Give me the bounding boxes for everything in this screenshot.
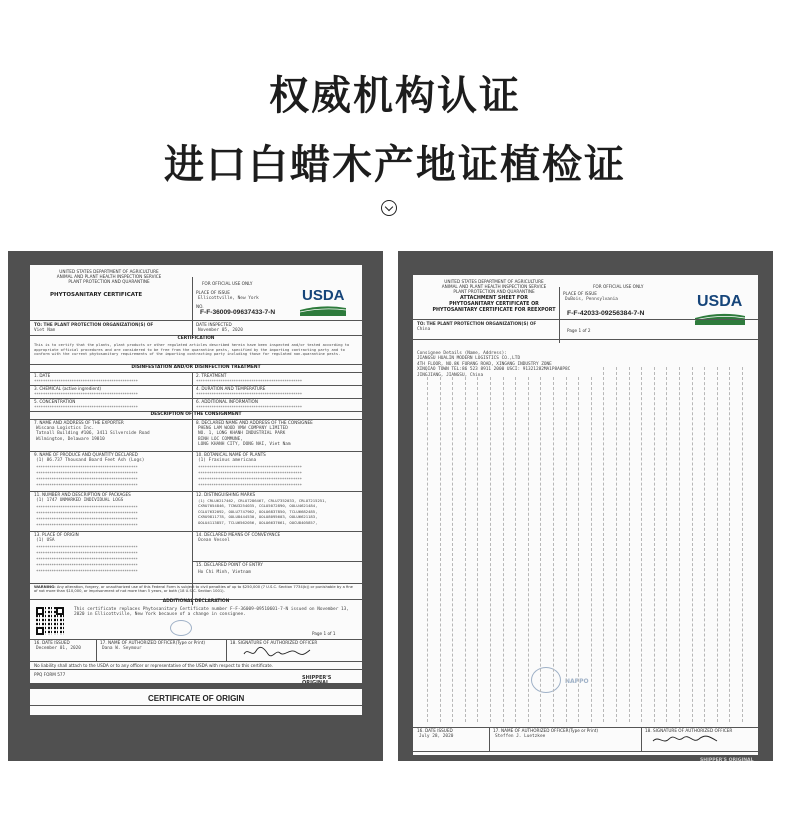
marks-line: CXRU7054846, TCNU3254035, CGLU5072890, OOLU4621484,	[198, 503, 318, 509]
filler: ************************************************	[196, 405, 302, 410]
filler-column	[578, 377, 579, 722]
divider	[489, 727, 490, 751]
official-use-label: FOR OFFICIAL USE ONLY	[593, 284, 644, 289]
date-inspected-value: November 05, 2020	[198, 328, 243, 333]
consignee-line: Consignee Details (Name, Address):	[417, 351, 507, 356]
filler-column	[540, 377, 541, 722]
filler-column	[528, 377, 529, 722]
right-certificate-frame	[398, 251, 773, 761]
filler-column	[591, 377, 592, 722]
divider	[559, 287, 560, 343]
usda-logo: USDA	[697, 293, 743, 310]
usda-swoosh-icon	[300, 304, 346, 316]
filler-column	[440, 377, 441, 722]
consignee-line: BINH LOC COMMUNE,	[198, 436, 243, 442]
field-auth-signature: 18. SIGNATURE OF AUTHORIZED OFFICER	[230, 640, 318, 645]
consignee-line: LONG KHANH CITY, DONG NAI, Viet Nam	[198, 442, 291, 448]
qr-corner	[36, 607, 44, 615]
filler: ************************************************	[196, 379, 302, 384]
marks-line: CXRU9811778, OOLU8444530, OOLU8095603, OOLU6621183,	[198, 514, 318, 520]
field-entry: 15. DECLARED POINT OF ENTRY	[196, 562, 263, 567]
left-certificate-frame	[8, 251, 383, 761]
consignee-line: JIANGSU HUALIN MODERN LOGISTICS CO.,LTD	[417, 356, 521, 362]
filler: ********************************************** ********************************************** ********************************************** **********************************************	[36, 505, 138, 528]
warning-block	[32, 584, 358, 595]
exporter-address	[34, 425, 152, 443]
nappo-watermark: NAPPO	[565, 678, 589, 685]
agency-line: PLANT PROTECTION AND QUARANTINE	[68, 279, 150, 284]
consignee-line: PHENG LAM WOOD VMW COMPANY LIMITED	[198, 426, 288, 431]
consignee-line: JINGJIANG, JIANGSU, China	[417, 372, 484, 378]
warning-text: Any alteration, forgery, or unauthorized use of this Federal Form is subject to civil penalties of up to $250,000 (7 U.S.C. Section 7734(b)) or punishable by a fine of not more than $10,000, or imprisonment of not more than 5 years, or both (18 U.S.C. Section 1001).	[34, 585, 353, 594]
place-of-issue-label: PLACE OF ISSUE	[563, 291, 597, 296]
consignee-details	[415, 350, 572, 379]
filler-column	[553, 377, 554, 722]
exporter-line: Wiscana Logistics Inc.	[36, 426, 95, 431]
officer-signature-icon	[242, 646, 312, 658]
botanical-value: (1) Fraxinus americana	[198, 458, 257, 463]
exporter-line: Wilmington, Delaware 19810	[36, 436, 105, 442]
conveyance-value: Ocean Vessel	[198, 538, 230, 543]
page-indicator: Page 1 of 2	[567, 328, 591, 333]
field-consignee: 8. DECLARED NAME AND ADDRESS OF THE CONSIGNEE	[196, 420, 313, 425]
form-id: PPQ FORM 577	[34, 672, 66, 677]
to-value: China	[417, 327, 431, 332]
field-treatment: 2. TREATMENT	[196, 373, 227, 378]
field-name-produce: 9. NAME OF PRODUCE AND QUANTITY DECLARED	[34, 452, 138, 457]
field-auth-signature: 18. SIGNATURE OF AUTHORIZED OFFICER	[645, 728, 733, 733]
filler-column	[515, 377, 516, 722]
to-value: Viet Nam	[34, 328, 56, 333]
filler-column	[692, 367, 693, 722]
agency-line: UNITED STATES DEPARTMENT OF AGRICULTURE	[444, 279, 544, 284]
auth-name-value: Steffen J. Luetzkee	[495, 734, 546, 739]
field-origin: 13. PLACE OF ORIGIN	[34, 532, 79, 537]
shippers-original: SHIPPER'S	[302, 675, 332, 681]
qr-code-icon	[36, 607, 64, 635]
page-header	[0, 0, 790, 255]
chevron-down-icon[interactable]	[381, 200, 397, 216]
document-title: PHYTOSANITARY CERTIFICATE	[50, 292, 143, 298]
official-use-label: FOR OFFICIAL USE ONLY	[202, 281, 253, 286]
field-marks: 12. DISTINGUISHING MARKS	[196, 492, 256, 497]
auth-name-value: Dana W. Seymour	[102, 646, 142, 651]
filler-column	[742, 367, 743, 722]
origin-value: (1) USA	[36, 538, 55, 543]
filler-column	[490, 377, 491, 722]
filler-column	[477, 377, 478, 722]
filler-column	[503, 377, 504, 722]
field-concentration: 5. CONCENTRATION	[34, 399, 76, 404]
filler: *********************************************** *********************************************** *********************************************** ***********************************************	[198, 465, 302, 488]
filler-column	[629, 367, 630, 722]
to-label: TO: THE PLANT PROTECTION ORGANIZATION(S) OF	[417, 321, 537, 326]
certificate-number: F-F-36009-09637433-7-N	[200, 309, 276, 316]
date-issued-value: December 01, 2020	[36, 646, 81, 651]
qr-corner	[36, 627, 44, 635]
title-line: PHYTOSANITARY CERTIFICATE FOR REEXPORT	[432, 308, 556, 313]
date-inspected-label: DATE INSPECTED	[196, 322, 232, 327]
attachment-sheet	[413, 275, 758, 755]
entry-value: Ho Chi Minh, Vietnam	[198, 570, 251, 575]
filler-column	[666, 367, 667, 722]
consignee-line: NO. 1, LONG KHANH INDUSTRIAL PARK	[198, 431, 286, 437]
divider	[30, 705, 362, 706]
filler-column	[729, 367, 730, 722]
place-of-issue-value: DuBois, Pennsylvania	[565, 297, 618, 302]
filler-column	[704, 367, 705, 722]
divider	[641, 727, 642, 751]
field-exporter: 7. NAME AND ADDRESS OF THE EXPORTER	[34, 420, 124, 425]
place-of-issue-value: Ellicottville, New York	[198, 296, 259, 301]
consignee-line: XINQIAO TOWN TEL:86 523 8911 2000 USCI: 91321282MA1P8A8P8C	[417, 367, 571, 373]
agency-line: PLANT PROTECTION AND QUARANTINE	[453, 289, 535, 294]
officer-signature-icon	[651, 734, 721, 746]
nappo-watermark-icon	[531, 667, 561, 693]
field-auth-name: 17. NAME OF AUTHORIZED OFFICER(Type or Print)	[100, 640, 206, 645]
filler-column	[679, 367, 680, 722]
certificate-number: F-F-42033-09256384-7-N	[567, 310, 645, 317]
warning-label: WARNING:	[34, 585, 56, 589]
field-conveyance: 14. DECLARED MEANS OF CONVEYANCE	[196, 532, 281, 537]
field-additional: 6. ADDITIONAL INFORMATION	[196, 399, 258, 404]
usda-logo: USDA	[302, 287, 345, 304]
page-subtitle: 进口白蜡木产地证植检证	[164, 142, 626, 188]
to-label: TO: THE PLANT PROTECTION ORGANIZATION(S) OF	[34, 322, 154, 327]
title-line: ATTACHMENT SHEET FOR	[460, 296, 528, 301]
date-issued-value: July 28, 2020	[419, 734, 454, 739]
filler: ************************************************	[196, 392, 302, 397]
page-indicator: Page 1 of 1	[312, 631, 336, 636]
consignee-line: 4TH FLOOR, NO.8K FURANG ROAD, XINGANG INDUSTRY ZONE	[417, 361, 552, 367]
field-date-issued: 16. DATE ISSUED	[417, 728, 453, 733]
agency-line: ANIMAL AND PLANT HEALTH INSPECTION SERVICE	[441, 284, 547, 289]
filler: ***********************************************	[34, 405, 138, 410]
agency-block	[419, 278, 569, 295]
additional-declaration-text: This certificate replaces Phytosanitary Certificate number F-F-36009-09510601-7-N issued on November 13, 2020 in Ellicottville, New York because of a change in consignee.	[74, 607, 349, 618]
filler-column	[465, 377, 466, 722]
divider	[413, 339, 758, 340]
consignment-title: DESCRIPTION OF THE CONSIGNMENT	[150, 412, 242, 417]
nappo-watermark-icon	[170, 620, 192, 636]
field-date-issued: 16. DATE ISSUED	[34, 640, 70, 645]
agency-line: UNITED STATES DEPARTMENT OF AGRICULTURE	[59, 269, 159, 274]
field-chemical: 3. CHEMICAL (active ingredient)	[34, 386, 102, 391]
agency-line: ANIMAL AND PLANT HEALTH INSPECTION SERVICE	[56, 274, 162, 279]
page-title: 权威机构认证	[269, 73, 521, 119]
page-separator	[30, 683, 362, 689]
title-line: PHYTOSANITARY CERTIFICATE OR	[449, 302, 539, 307]
exporter-line: Tatnall Building #106, 3411 Silverside Road	[36, 431, 150, 437]
shippers-original: SHIPPER'S ORIGINAL	[700, 758, 754, 763]
number-label: NO.	[196, 304, 204, 309]
field-packages: 11. NUMBER AND DESCRIPTION OF PACKAGES	[34, 492, 131, 497]
filler-column	[566, 377, 567, 722]
marks-line: (1) CRLU6217462, CRLU7286467, CRLU7352033, CRLU7215251,	[198, 498, 327, 503]
filler: ********************************************** ********************************************** ********************************************** ********************************************** **********************************************	[36, 545, 138, 574]
marks-line: CGLU7632092, OOLU7747962, OOLU6837850, TCLU6682485,	[198, 508, 318, 514]
divider	[30, 669, 362, 670]
filler: ***********************************************	[34, 379, 138, 384]
filler-column	[452, 377, 453, 722]
certification-title: CERTIFICATION	[177, 336, 215, 341]
agency-block	[34, 268, 184, 285]
filler: ***********************************************	[34, 392, 138, 397]
qr-corner	[56, 607, 64, 615]
filler-column	[616, 367, 617, 722]
field-botanical: 10. BOTANICAL NAME OF PLANTS	[196, 452, 266, 457]
divider	[96, 639, 97, 661]
additional-declaration-title: ADDITIONAL DECLARATION	[162, 599, 230, 604]
filler-column	[654, 367, 655, 722]
certification-text: This is to certify that the plants, plant products or other regulated articles described herein have been inspected and/or tested according to appropriate official procedures and are considered to be free from the quarantine pests, specified by the importing contracting party and to conform with the current phytosanitary requirements of the importing contracting party including those for regulated non-quarantine pests.	[34, 343, 350, 357]
usda-swoosh-icon	[695, 311, 745, 325]
field-date: 1. DATE	[34, 373, 51, 378]
filler-column	[641, 367, 642, 722]
produce-value: (1) 86.737 Thousand Board Feet Ash (Logs)	[36, 458, 145, 463]
divider	[192, 277, 193, 337]
phytosanitary-certificate	[30, 265, 362, 715]
origin-certificate-title: CERTIFICATE OF ORIGIN	[148, 694, 245, 703]
filler-column	[603, 367, 604, 722]
filler-column	[717, 367, 718, 722]
disinfestation-title: DISINFESTATION AND/OR DISINFECTION TREATMENT	[131, 365, 261, 370]
divider	[413, 751, 758, 752]
filler: ********************************************** ********************************************** ********************************************** **********************************************	[36, 465, 138, 488]
field-auth-name: 17. NAME OF AUTHORIZED OFFICER(Type or Print)	[493, 728, 599, 733]
footer-note: No liability shall attach to the USDA or to any officer or representative of the USDA with respect to this certificate.	[34, 663, 274, 668]
marks-value	[196, 497, 329, 526]
marks-line: OOLU4113857, TCLU6562056, OOLU6637661, OOCU8405857,	[198, 519, 318, 525]
divider	[226, 639, 227, 661]
filler-column	[427, 377, 428, 722]
document-title	[419, 295, 569, 315]
place-of-issue-label: PLACE OF ISSUE	[196, 290, 230, 295]
packages-value: (1) 1747 UNMARKED INDIVIDUAL LOGS	[36, 498, 124, 503]
consignee-address	[196, 425, 293, 449]
divider	[192, 419, 193, 605]
field-duration: 4. DURATION AND TEMPERATURE	[196, 386, 266, 391]
